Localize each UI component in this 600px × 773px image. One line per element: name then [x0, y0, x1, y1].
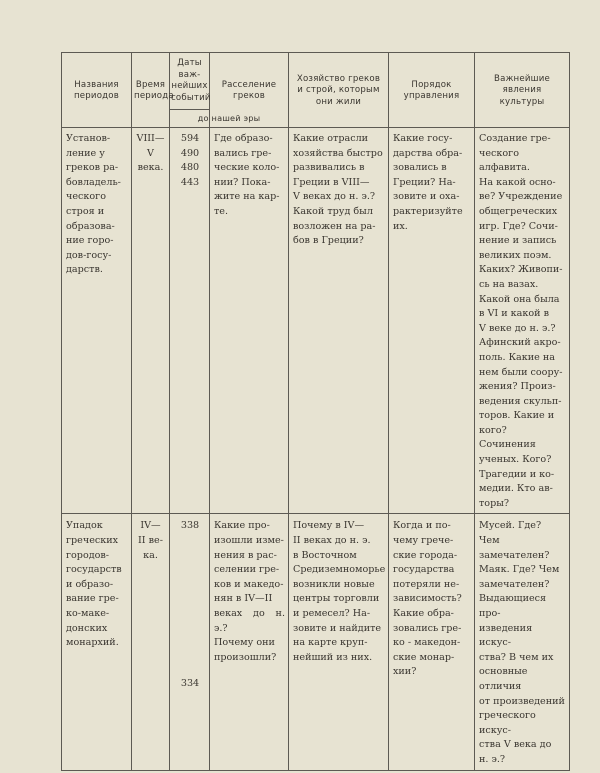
culture-cell: Создание гре- ческого алфавита. На какой осно- ве? Учреждение общегреческих игр. Где? Сочи- нение и запись великих поэм. Каких? Живопи- сь на вазах. Какой она была в VI и какой в V веке до н. э.? Афинский акро- поль. Какие на нем были соору- жения? Произ- ведения скульп- торов. Какие и кого? Сочинения ученых. Кого? Трагедии и ко- медии. Кто ав- торы? — [475, 128, 570, 514]
economy-cell: Какие отрасли хозяйства быстро развивались в Греции в VIII— V веках до н. э.? Какой труд был возложен на ра- бов в Греции? — [289, 128, 389, 514]
period-time-cell: VIII— V века. — [132, 128, 170, 514]
header-period-names: Названия периодов — [62, 53, 132, 128]
settlement-cell: Какие про- изошли изме- нения в рас- селении гре- ков и македо- нян в IV—II веках до н. э.? Почему они произошли? — [210, 514, 289, 770]
header-economy: Хозяйство греков и строй, которым они жили — [289, 53, 389, 128]
governance-cell: Какие госу- дарства обра- зовались в Греции? На- зовите и оха- рактеризуйте их. — [389, 128, 475, 514]
period-name-cell: Установ- ление у греков ра- бовладель- ческого строя и образова- ние горо- дов-госу- дарств. — [62, 128, 132, 514]
header-governance: Порядок управления — [389, 53, 475, 128]
event-date-bottom: 334 — [180, 678, 200, 690]
header-culture: Важнейшие явления культуры — [475, 53, 570, 128]
governance-cell: Когда и по- чему грече- ские города- государства потеряли не- зависимость? Какие обра- зовались гре- ко - македон- ские монар- хии? — [389, 514, 475, 770]
history-periods-table — [61, 52, 570, 771]
header-era-note: до нашей эры — [170, 110, 289, 128]
table-row — [62, 128, 570, 514]
header-time: Время периода — [132, 53, 170, 128]
event-dates-cell — [170, 514, 210, 770]
period-name-cell: Упадок греческих городов- государств и образо- вание гре- ко-маке- донских монархий. — [62, 514, 132, 770]
event-dates-cell: 594 490 480 443 — [170, 128, 210, 514]
table-row — [62, 514, 570, 770]
header-dates: Даты важ- нейших событий — [170, 53, 210, 110]
event-date-top: 338 — [180, 520, 200, 532]
header-settlement: Расселение греков — [210, 53, 289, 128]
economy-cell: Почему в IV— II веках до н. э. в Восточном Средиземноморье возникли новые центры торговли и ремесел? На- зовите и найдите на карте круп- нейший из них. — [289, 514, 389, 770]
settlement-cell: Где образо- вались гре- ческие коло- нии? Пока- жите на кар- те. — [210, 128, 289, 514]
culture-cell: Мусей. Где? Чем замечателен? Маяк. Где? Чем замечателен? Выдающиеся про- изведения искус- ства? В чем их основные отличия от произведений греческого искус- ства V века до н. э.? — [475, 514, 570, 770]
period-time-cell: IV— II ве- ка. — [132, 514, 170, 770]
